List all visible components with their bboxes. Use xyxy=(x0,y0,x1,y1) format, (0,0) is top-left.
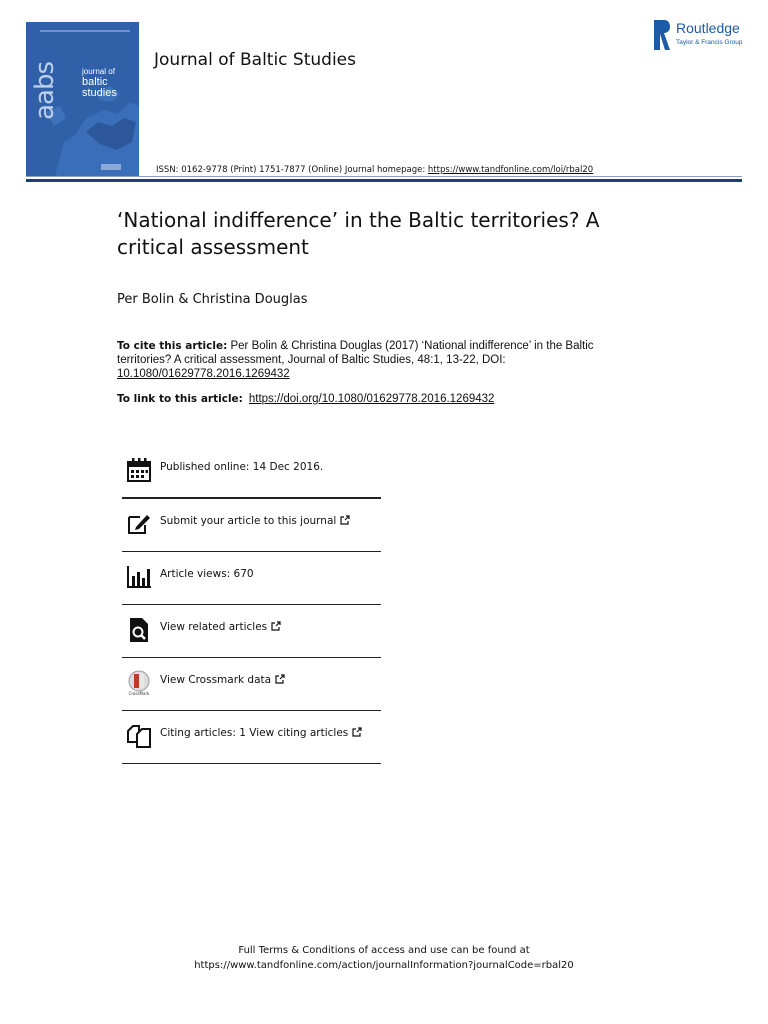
svg-text:CrossMark: CrossMark xyxy=(128,691,150,696)
search-document-icon xyxy=(126,617,152,643)
bar-chart-icon xyxy=(126,564,152,590)
citing-label-text: Citing articles: 1 View citing articles xyxy=(160,727,349,739)
published-label: Published online: 14 Dec 2016. xyxy=(160,461,324,473)
calendar-icon xyxy=(126,457,152,483)
routledge-logo-icon xyxy=(654,20,670,50)
cover-acronym: aabs xyxy=(30,62,60,120)
related-label-text: View related articles xyxy=(160,621,268,633)
journal-homepage-link[interactable]: https://www.tandfonline.com/loi/rbal20 xyxy=(427,165,594,175)
citation-label: To cite this article: xyxy=(117,340,228,352)
publisher-group: Taylor & Francis Group xyxy=(676,39,743,46)
article-link-label: To link to this article: xyxy=(117,393,243,405)
article-authors: Per Bolin & Christina Douglas xyxy=(117,292,308,307)
article-info-list xyxy=(122,445,381,764)
journal-cover xyxy=(26,22,139,176)
cover-top-rule xyxy=(40,30,130,32)
cover-title-line2: baltic xyxy=(82,76,108,88)
submit-label-text: Submit your article to this journal xyxy=(160,515,337,527)
crossmark-label-text: View Crossmark data xyxy=(160,674,272,686)
list-item-views xyxy=(122,552,381,605)
edit-icon xyxy=(126,511,152,537)
article-link-block xyxy=(117,393,494,405)
issn-text: ISSN: 0162-9778 (Print) 1751-7877 (Online) Journal homepage: xyxy=(156,165,428,175)
crossmark-icon xyxy=(126,670,152,696)
publisher-name: Routledge xyxy=(676,20,740,36)
header-divider xyxy=(26,179,742,182)
crossmark-label xyxy=(160,674,285,686)
footer-terms xyxy=(0,943,768,973)
citation-block xyxy=(117,339,597,381)
citing-label xyxy=(160,727,362,739)
list-item-submit[interactable] xyxy=(122,499,381,552)
external-link-icon xyxy=(352,727,362,737)
list-item-citing[interactable] xyxy=(122,711,381,764)
external-link-icon xyxy=(271,621,281,631)
list-item-published xyxy=(122,445,381,499)
external-link-icon xyxy=(340,515,350,525)
cover-title xyxy=(82,66,117,99)
cover-publisher-mark xyxy=(101,164,121,170)
views-label: Article views: 670 xyxy=(160,568,254,580)
header-divider-thin xyxy=(26,176,742,177)
cover-title-line1: journal of xyxy=(82,67,115,76)
list-item-crossmark[interactable] xyxy=(122,658,381,711)
footer-terms-link[interactable]: https://www.tandfonline.com/action/journalInformation?journalCode=rbal20 xyxy=(194,960,574,971)
citation-text: Per Bolin & Christina Douglas (2017) ‘National indifference’ in the Baltic territories? A critical assessment, Journal of Baltic Studies, 48:1, 13-22, DOI: xyxy=(117,340,594,366)
article-title: ‘National indifference’ in the Baltic territories? A critical assessment xyxy=(117,208,600,259)
list-item-related[interactable] xyxy=(122,605,381,658)
related-label xyxy=(160,621,281,633)
cover-title-line3: studies xyxy=(82,87,117,99)
journal-title[interactable]: Journal of Baltic Studies xyxy=(154,50,356,70)
issn-line xyxy=(156,165,593,175)
copy-icon xyxy=(126,723,152,749)
external-link-icon xyxy=(275,674,285,684)
submit-label xyxy=(160,515,350,527)
footer-line1: Full Terms & Conditions of access and use can be found at xyxy=(238,945,530,956)
article-doi-link[interactable]: https://doi.org/10.1080/01629778.2016.1269432 xyxy=(248,393,495,405)
citation-doi-link[interactable]: 10.1080/01629778.2016.1269432 xyxy=(117,368,290,380)
